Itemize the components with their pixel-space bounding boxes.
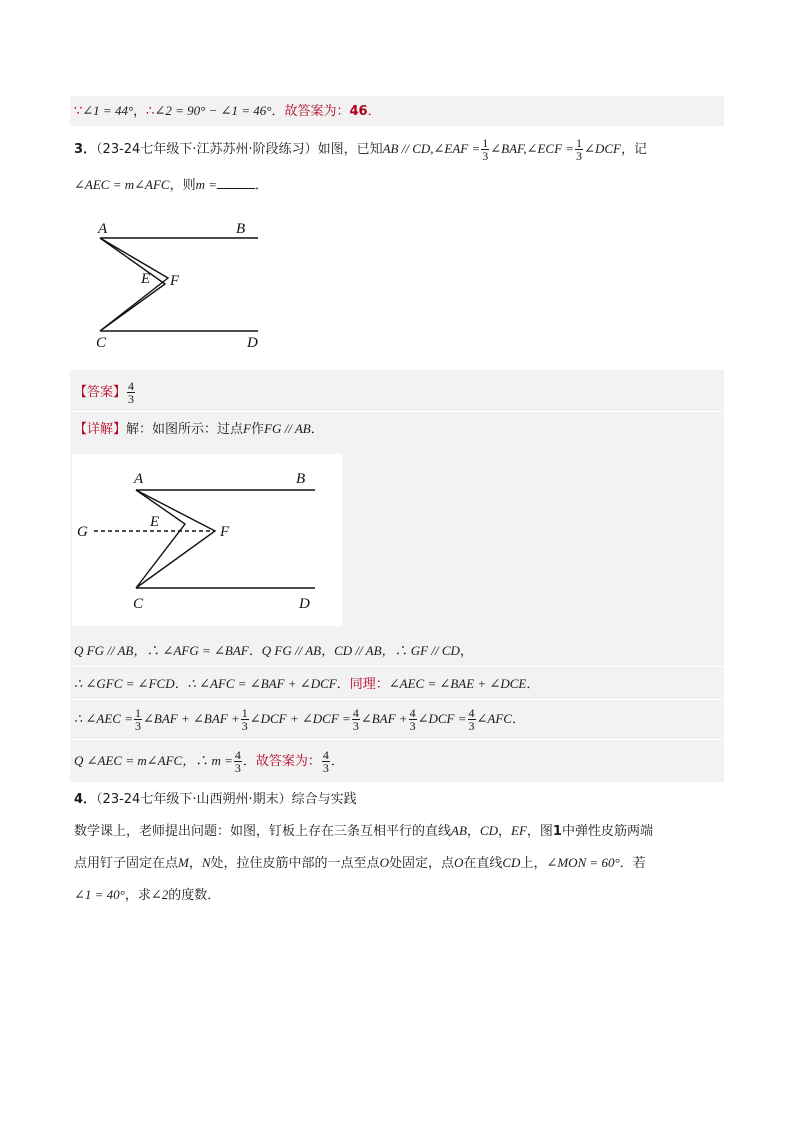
fraction: $\frac{1}{3}$	[576, 136, 583, 163]
fraction: $\frac{1}{3}$	[241, 706, 248, 733]
question-source: （23-24七年级下·江苏苏州·阶段练习）	[96, 142, 318, 157]
question-3-line-1: 3．（23-24七年级下·江苏苏州·阶段练习）如图，已知AB // CD,∠EAF = $\frac{1}{3}$ ∠BAF,∠ECF = $\frac{1}{3}$ ∠DCF，记	[74, 136, 647, 163]
question-4-line-2: 点用钉子固定在点M，N处，拉住皮筋中部的一点至点O处固定，点O在直线CD上，∠MON = 60°．若	[74, 855, 646, 871]
label-c: C	[96, 335, 107, 351]
label-c: C	[133, 596, 144, 612]
question-3-line-2: ∠AEC = m∠AFC，则m = ．	[74, 174, 268, 196]
answer-blank	[217, 174, 255, 189]
solution-line-2: ∴ ∠GFC = ∠FCD．∴ ∠AFC = ∠BAF + ∠DCF．同理：∠AEC = ∠BAE + ∠DCE．	[74, 676, 540, 692]
answer-line	[74, 378, 136, 408]
detail-tag: 【详解】	[74, 422, 127, 437]
label-d: D	[247, 335, 258, 351]
answer-value: 46	[349, 104, 368, 119]
prev-solution-line: ∵∠1 = 44°，∴∠2 = 90° − ∠1 = 46°．故答案为：46．	[74, 103, 381, 119]
fraction: $\frac{4}{3}$	[322, 748, 329, 775]
answer-fraction: $\frac{4}{3}$	[128, 379, 135, 406]
label-e: E	[150, 514, 160, 530]
path-aec	[136, 490, 185, 588]
label-a: A	[98, 221, 108, 237]
figure-2	[72, 454, 342, 626]
fraction: $\frac{4}{3}$	[409, 706, 416, 733]
fraction: $\frac{4}{3}$	[352, 706, 359, 733]
eq-angle2: ∠2 = 90° − ∠1 = 46°	[154, 103, 272, 118]
label-b: B	[296, 471, 306, 487]
fraction: $\frac{4}{3}$	[234, 748, 241, 775]
label-f: F	[220, 524, 230, 540]
question-number: 4．	[74, 792, 97, 807]
solution-line-4: Q ∠AEC = m∠AFC，∴ m = $\frac{4}{3}$ ．故答案为： $\frac{4}{3}$ ．	[74, 748, 344, 775]
path-aec	[100, 238, 165, 331]
solution-line-3: ∴ ∠AEC = $\frac{1}{3}$ ∠BAF + ∠BAF + $\frac{1}{3}$ ∠DCF + ∠DCF = $\frac{4}{3}$ ∠BAF + $\frac{4}{3}$ ∠DCF = $\frac{4}{3}$ ∠AFC．	[74, 706, 525, 733]
question-title: 综合与实践	[291, 792, 357, 807]
label-d: D	[299, 596, 310, 612]
figure-1	[88, 216, 278, 356]
fraction: $\frac{4}{3}$	[468, 706, 475, 733]
label-f: F	[170, 273, 180, 289]
eq-angle1: ∠1 = 44°	[82, 103, 134, 118]
detail-line: 【详解】解：如图所示：过点F作FG // AB．	[74, 421, 324, 437]
fraction: $\frac{1}{3}$	[482, 136, 489, 163]
answer-label: 故答案为：	[284, 104, 350, 119]
answer-tag: 【答案】	[74, 385, 127, 400]
label-a: A	[134, 471, 144, 487]
path-afc	[100, 238, 168, 331]
label-e: E	[141, 271, 151, 287]
fraction: $\frac{1}{3}$	[135, 706, 141, 733]
question-4-line-3: ∠1 = 40°，求∠2的度数．	[74, 887, 221, 903]
label-g: G	[77, 524, 88, 540]
label-b: B	[236, 221, 246, 237]
question-number: 3．	[74, 142, 97, 157]
question-4-header	[74, 790, 357, 810]
answer-label: 故答案为：	[255, 754, 321, 769]
solution-line-1: Q FG // AB，∴ ∠AFG = ∠BAF．Q FG // AB，CD // AB，∴ GF // CD，	[74, 643, 473, 659]
question-4-line-1: 数学课上，老师提出问题：如图，钉板上存在三条互相平行的直线AB，CD，EF，图1中弹性皮筋两端	[74, 823, 653, 839]
question-source: （23-24七年级下·山西朔州·期末）	[96, 792, 292, 807]
same-reason: 同理：	[349, 677, 389, 692]
